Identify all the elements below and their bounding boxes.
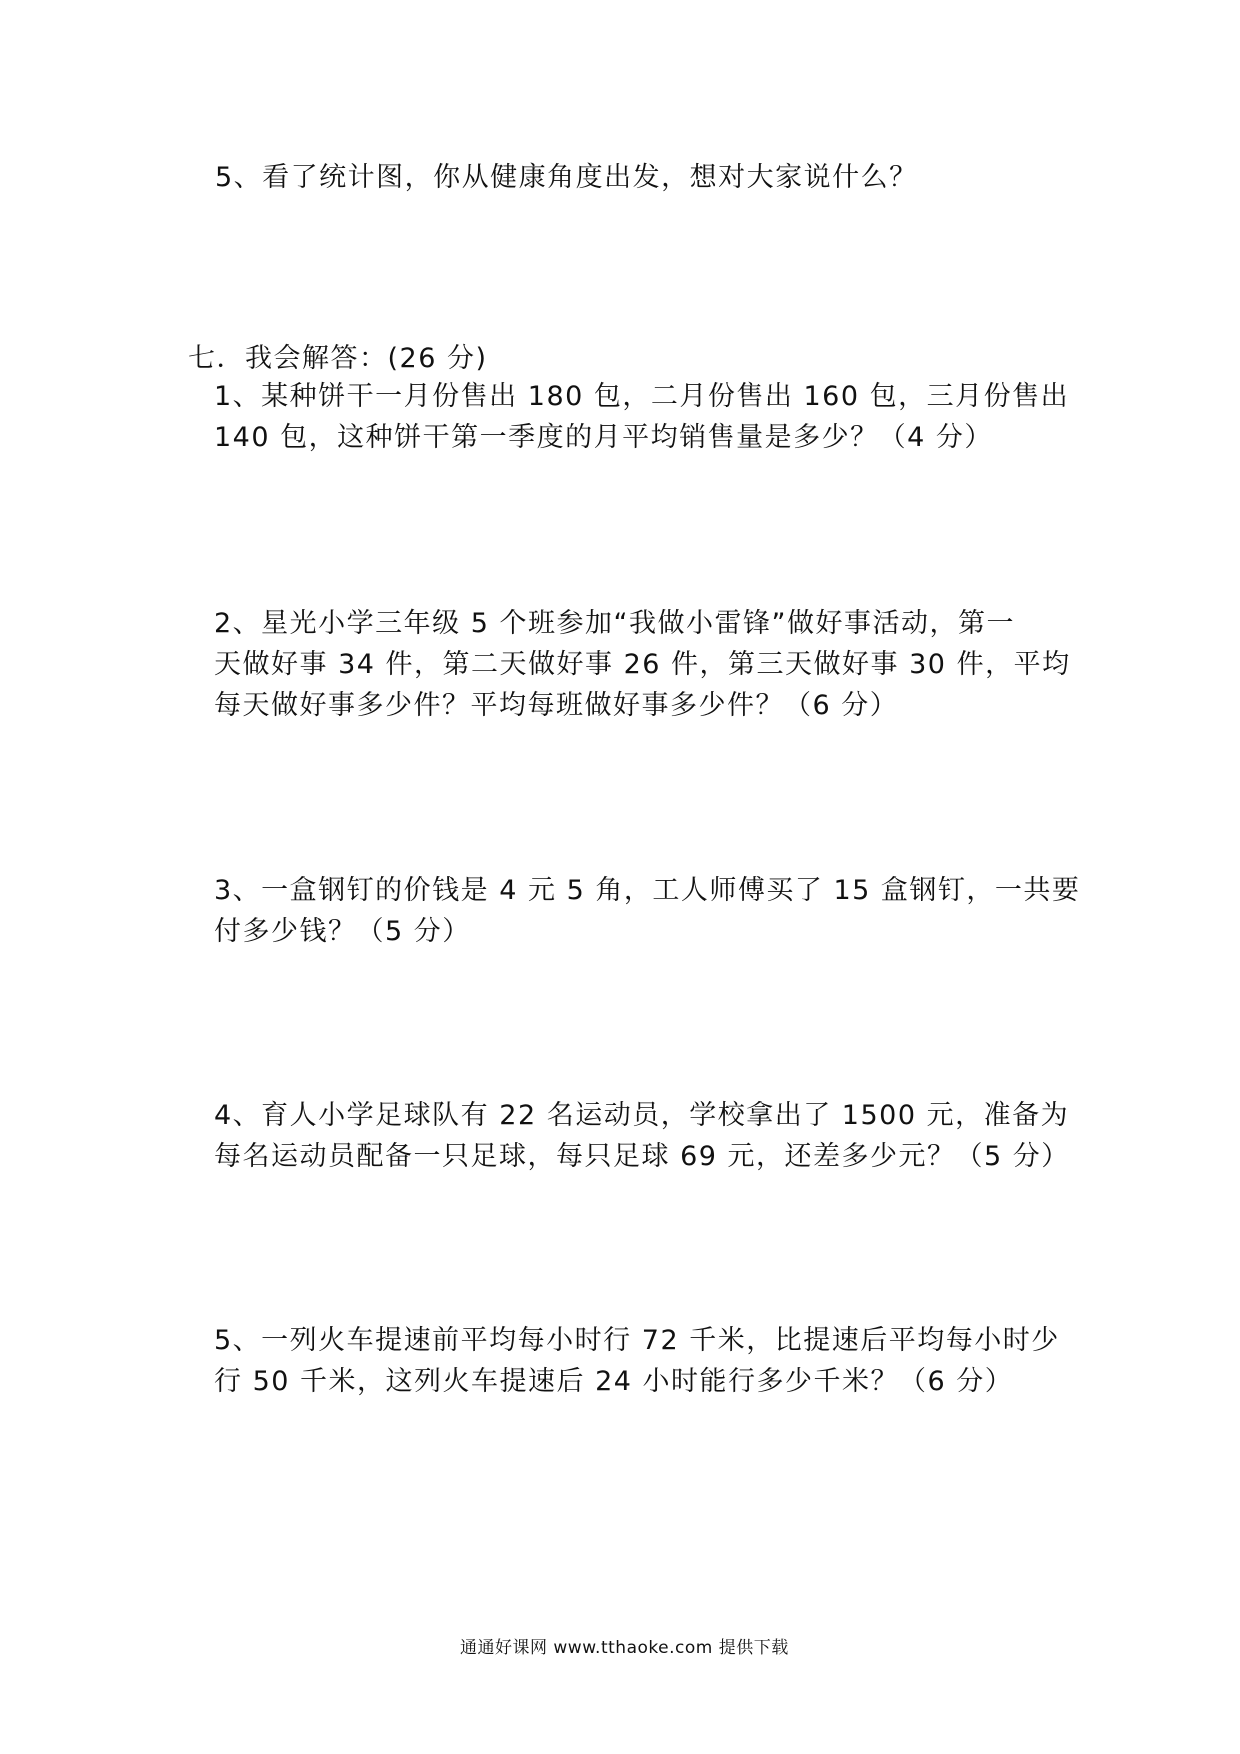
question-4-line-2: 每名运动员配备一只足球，每只足球 69 元，还差多少元？（5 分）	[214, 1141, 1070, 1172]
question-2-line-1: 2、星光小学三年级 5 个班参加“我做小雷锋”做好事活动，第一	[214, 608, 1015, 639]
question-1-line-1: 1、某种饼干一月份售出 180 包，二月份售出 160 包，三月份售出	[214, 381, 1070, 412]
question-3-line-1: 3、一盒钢钉的价钱是 4 元 5 角，工人师傅买了 15 盒钢钉，一共要	[214, 875, 1081, 906]
question-5-line-1: 5、一列火车提速前平均每小时行 72 千米，比提速后平均每小时少	[214, 1325, 1060, 1356]
question-1-line-2: 140 包，这种饼干第一季度的月平均销售量是多少？（4 分）	[214, 422, 993, 453]
question-2-line-3: 每天做好事多少件？平均每班做好事多少件？（6 分）	[214, 690, 899, 721]
section-heading: 七．我会解答：(26 分)	[188, 343, 488, 374]
question-2-line-2: 天做好事 34 件，第二天做好事 26 件，第三天做好事 30 件，平均	[214, 649, 1071, 680]
question-4-line-1: 4、育人小学足球队有 22 名运动员，学校拿出了 1500 元，准备为	[214, 1100, 1070, 1131]
question-5-line-2: 行 50 千米，这列火车提速后 24 小时能行多少千米？（6 分）	[214, 1366, 1014, 1397]
prev-question-5: 5、看了统计图，你从健康角度出发，想对大家说什么？	[215, 162, 918, 193]
question-3-line-2: 付多少钱？（5 分）	[214, 916, 471, 947]
footer-credit: 通通好课网 www.tthaoke.com 提供下载	[460, 1638, 789, 1658]
